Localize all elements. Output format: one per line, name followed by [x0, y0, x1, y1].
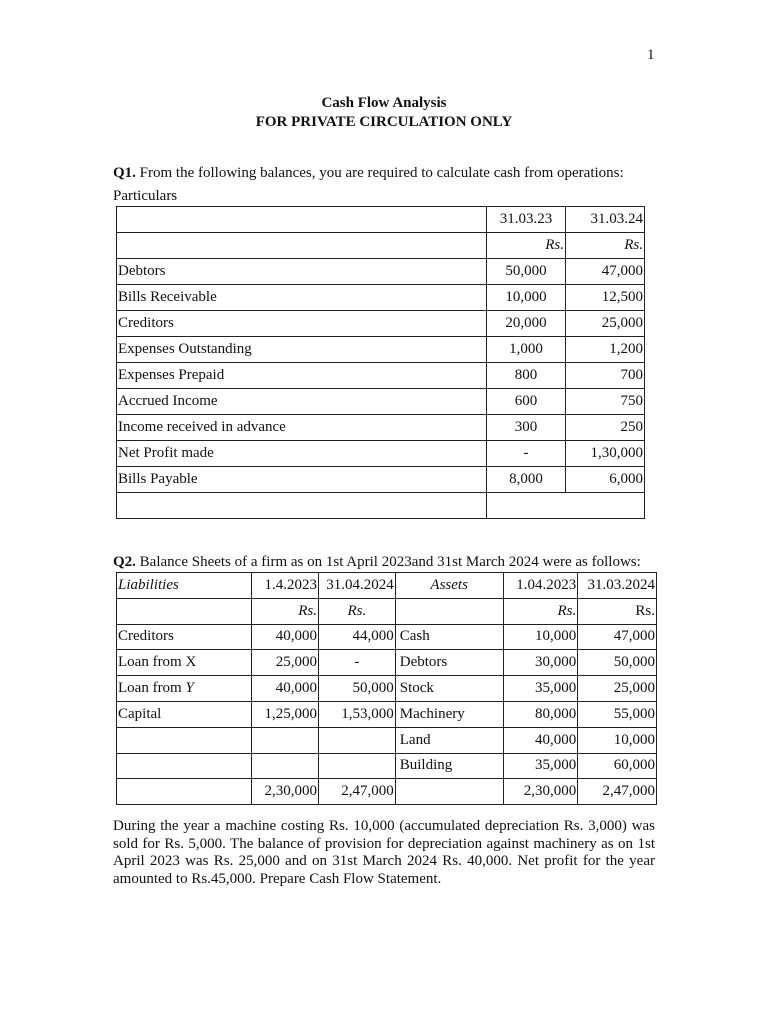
- table-cell: Capital: [117, 701, 252, 727]
- table-cell: -: [487, 441, 566, 467]
- table-row: [117, 363, 645, 389]
- table-cell: 60,000: [578, 753, 657, 779]
- table-cell-text-italic: Y: [185, 680, 194, 697]
- table-cell: 40,000: [252, 624, 319, 650]
- q2-label: Q2.: [113, 554, 136, 570]
- table-cell: Debtors: [395, 650, 503, 676]
- table-cell: [117, 676, 252, 702]
- table-cell: 6,000: [566, 467, 645, 493]
- table-header-cell: 1.4.2023: [252, 573, 319, 599]
- table-row-empty: [117, 493, 645, 519]
- table-cell: Stock: [395, 676, 503, 702]
- table-total-cell: 2,47,000: [318, 779, 395, 805]
- table-cell: [487, 493, 645, 519]
- table-cell: 700: [566, 363, 645, 389]
- table-cell: 1,000: [487, 337, 566, 363]
- table-cell: -: [318, 650, 395, 676]
- table-cell: Land: [395, 727, 503, 753]
- table-cell: [117, 779, 252, 805]
- table-cell: [395, 598, 503, 624]
- table-row: [117, 415, 645, 441]
- table-total-cell: 2,30,000: [503, 779, 578, 805]
- table-cell: Expenses Outstanding: [117, 337, 487, 363]
- q1-question-text: From the following balances, you are required to calculate cash from operations:: [135, 165, 624, 181]
- table-cell: 25,000: [566, 311, 645, 337]
- page-number: 1: [647, 47, 655, 63]
- table-unit-cell: Rs.: [503, 598, 578, 624]
- table-row: [117, 259, 645, 285]
- table-cell: 47,000: [566, 259, 645, 285]
- table-cell: Loan from X: [117, 650, 252, 676]
- table-units-row: [117, 598, 657, 624]
- table-unit-cell: Rs.: [578, 598, 657, 624]
- table-cell: 35,000: [503, 676, 578, 702]
- table-cell: 1,200: [566, 337, 645, 363]
- table-row: [117, 467, 645, 493]
- table-unit-cell: Rs.: [318, 598, 395, 624]
- table-cell: Accrued Income: [117, 389, 487, 415]
- table-cell: [117, 753, 252, 779]
- table-cell: 600: [487, 389, 566, 415]
- table-cell: 10,000: [578, 727, 657, 753]
- q2-balance-sheet-table: [116, 572, 657, 805]
- table-cell: Creditors: [117, 624, 252, 650]
- table-cell: Debtors: [117, 259, 487, 285]
- table-cell: 50,000: [578, 650, 657, 676]
- table-header-cell: 31.04.2024: [318, 573, 395, 599]
- table-header-cell: 1.04.2023: [503, 573, 578, 599]
- table-cell: 1,30,000: [566, 441, 645, 467]
- q1-label: Q1.: [113, 165, 136, 181]
- table-header-cell: 31.03.2024: [578, 573, 657, 599]
- table-units-row: [117, 233, 645, 259]
- table-cell: 47,000: [578, 624, 657, 650]
- table-row: [117, 624, 657, 650]
- table-row: [117, 441, 645, 467]
- table-row: [117, 285, 645, 311]
- table-header-cell: 31.03.24: [566, 207, 645, 233]
- table-cell: [117, 598, 252, 624]
- table-cell: Creditors: [117, 311, 487, 337]
- table-row: [117, 311, 645, 337]
- table-header-cell: 31.03.23: [487, 207, 566, 233]
- table-cell: Income received in advance: [117, 415, 487, 441]
- table-unit-cell: Rs.: [252, 598, 319, 624]
- table-cell-text: Loan from: [118, 680, 186, 697]
- q2-paragraph: During the year a machine costing Rs. 10,000 (accumulated depreciation Rs. 3,000) was sold for Rs. 5,000. The balance of provision for depreciation against machinery as on 1st April 2023 was Rs. 25,000 and on 31st March 2024 Rs. 40,000. Net profit for the year amounted to Rs.45,000. Prepare Cash Flow Statement.: [113, 818, 655, 887]
- table-cell: [252, 753, 319, 779]
- table-cell: 800: [487, 363, 566, 389]
- table-row: [117, 676, 657, 702]
- table-cell: [117, 207, 487, 233]
- table-cell: Machinery: [395, 701, 503, 727]
- table-cell: 10,000: [487, 285, 566, 311]
- table-cell: 55,000: [578, 701, 657, 727]
- table-row: [117, 753, 657, 779]
- q2-question: [113, 554, 641, 571]
- table-cell: [117, 493, 487, 519]
- q1-balances-table: [116, 206, 645, 519]
- table-cell: Bills Receivable: [117, 285, 487, 311]
- table-cell: Bills Payable: [117, 467, 487, 493]
- table-cell: Net Profit made: [117, 441, 487, 467]
- table-cell: 25,000: [252, 650, 319, 676]
- table-cell: 8,000: [487, 467, 566, 493]
- document-subtitle: FOR PRIVATE CIRCULATION ONLY: [255, 114, 513, 130]
- table-row: [117, 337, 645, 363]
- table-cell: Cash: [395, 624, 503, 650]
- table-cell: 40,000: [503, 727, 578, 753]
- table-cell: 30,000: [503, 650, 578, 676]
- table-cell: 35,000: [503, 753, 578, 779]
- table-total-row: [117, 779, 657, 805]
- table-cell: 300: [487, 415, 566, 441]
- table-row: [117, 727, 657, 753]
- table-cell: 50,000: [487, 259, 566, 285]
- table-cell: 750: [566, 389, 645, 415]
- table-cell: [318, 727, 395, 753]
- table-cell: 44,000: [318, 624, 395, 650]
- table-header-cell: Liabilities: [117, 573, 252, 599]
- table-cell: [252, 727, 319, 753]
- table-cell: 20,000: [487, 311, 566, 337]
- table-unit-cell: Rs.: [566, 233, 645, 259]
- table-cell: 1,25,000: [252, 701, 319, 727]
- table-cell: 40,000: [252, 676, 319, 702]
- table-cell: 10,000: [503, 624, 578, 650]
- table-cell: Building: [395, 753, 503, 779]
- table-cell: [117, 233, 487, 259]
- table-header-row: [117, 573, 657, 599]
- q2-question-text: Balance Sheets of a firm as on 1st April 2023and 31st March 2024 were as follows:: [135, 554, 641, 570]
- table-cell: 80,000: [503, 701, 578, 727]
- table-cell: 250: [566, 415, 645, 441]
- table-header-cell: Assets: [395, 573, 503, 599]
- table-total-cell: 2,47,000: [578, 779, 657, 805]
- table-row: [117, 701, 657, 727]
- table-cell: 12,500: [566, 285, 645, 311]
- table-cell: [395, 779, 503, 805]
- table-cell: Expenses Prepaid: [117, 363, 487, 389]
- table-cell: 25,000: [578, 676, 657, 702]
- table-cell: [117, 727, 252, 753]
- table-cell: [318, 753, 395, 779]
- table-total-cell: 2,30,000: [252, 779, 319, 805]
- q1-particulars-label: Particulars: [113, 188, 178, 204]
- document-title: Cash Flow Analysis: [321, 95, 447, 111]
- table-cell: 1,53,000: [318, 701, 395, 727]
- q1-question: [113, 165, 624, 182]
- table-row: [117, 389, 645, 415]
- table-row: [117, 650, 657, 676]
- table-unit-cell: Rs.: [487, 233, 566, 259]
- table-cell: 50,000: [318, 676, 395, 702]
- table-header-row: [117, 207, 645, 233]
